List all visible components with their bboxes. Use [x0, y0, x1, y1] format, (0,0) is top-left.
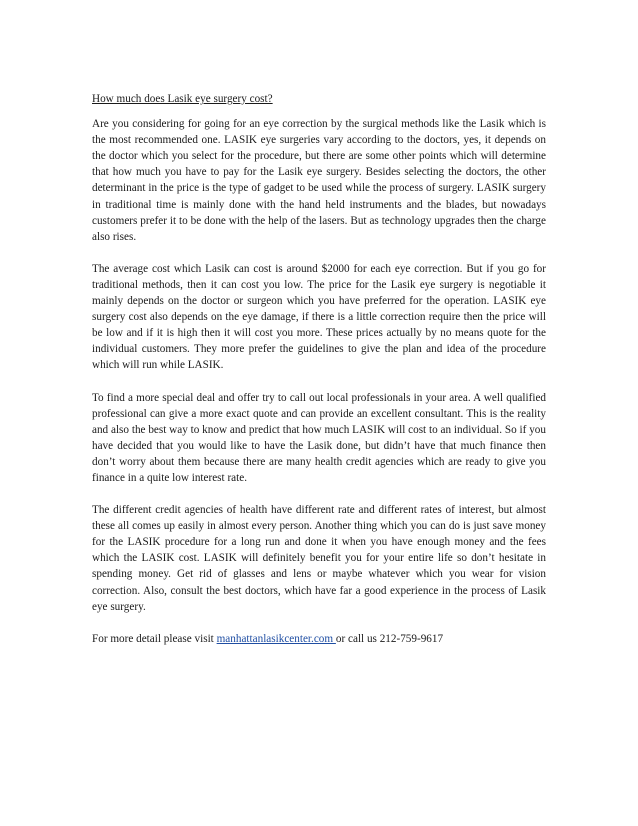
document-body — [92, 91, 546, 647]
paragraph-cost-overview: Are you considering for going for an eye correction by the surgical methods like the Lasik which is the most recommended one. LASIK eye surgeries vary according to the doctors, yes, it depends on the doctor which you select for the procedure, but there are some other points which will determine that how much you have to pay for the Lasik eye surgery. Besides selecting the doctors, the other determinant in the price is the type of gadget to be used while the process of surgery. LASIK surgery in traditional time is mainly done with the hand held instruments and the blades, but nowadays customers prefer it to be done with the help of the lasers. But as technology upgrades then the charge also rises. — [92, 118, 546, 243]
document-title: How much does Lasik eye surgery cost? — [92, 93, 273, 105]
contact-prefix: For more detail please visit — [92, 632, 217, 645]
contact-suffix: or call us 212-759-9617 — [335, 632, 444, 645]
paragraph-average-cost: The average cost which Lasik can cost is around $2000 for each eye correction. But if you go for traditional methods, then it can cost you low. The price for the Lasik eye surgery is negotiable it mainly depends on the doctor or surgeon which you have preferred for the operation. LASIK eye surgery cost also depends on the eye damage, if there is a little correction require then the price will be low and if it is high then it will cost you more. These prices actually by no means quote for the individual customers. They more prefer the guidelines to give the plan and idea of the procedure which will run while LASIK. — [92, 262, 546, 372]
contact-line — [92, 631, 546, 647]
paragraph-special-deals: To find a more special deal and offer try to call out local professionals in your area. A well qualified professional can give a more exact quote and can provide an excellent consultant. This is the reality and also the best way to know and predict that how much LASIK will cost to an individual. So if you have decided that you would like to have the Lasik done, but didn’t have that much finance then don’t worry about them because there are many health credit agencies which are ready to give you finance in a quite low interest rate. — [92, 391, 546, 484]
website-link[interactable]: manhattanlasikcenter.com — [216, 632, 336, 645]
paragraph-credit-agencies: The different credit agencies of health have different rate and different rates of interest, but almost these all comes up easily in almost every person. Another thing which you can do is just save money for the LASIK procedure for a long run and done it when you have enough money and the fees which the LASIK cost. LASIK will definitely benefit you for your entire life so don’t hesitate in spending money. Get rid of glasses and lens or maybe whatever which you wear for vision correction. Also, consult the best doctors, which have far a good experience in the process of Lasik eye surgery. — [92, 504, 546, 613]
